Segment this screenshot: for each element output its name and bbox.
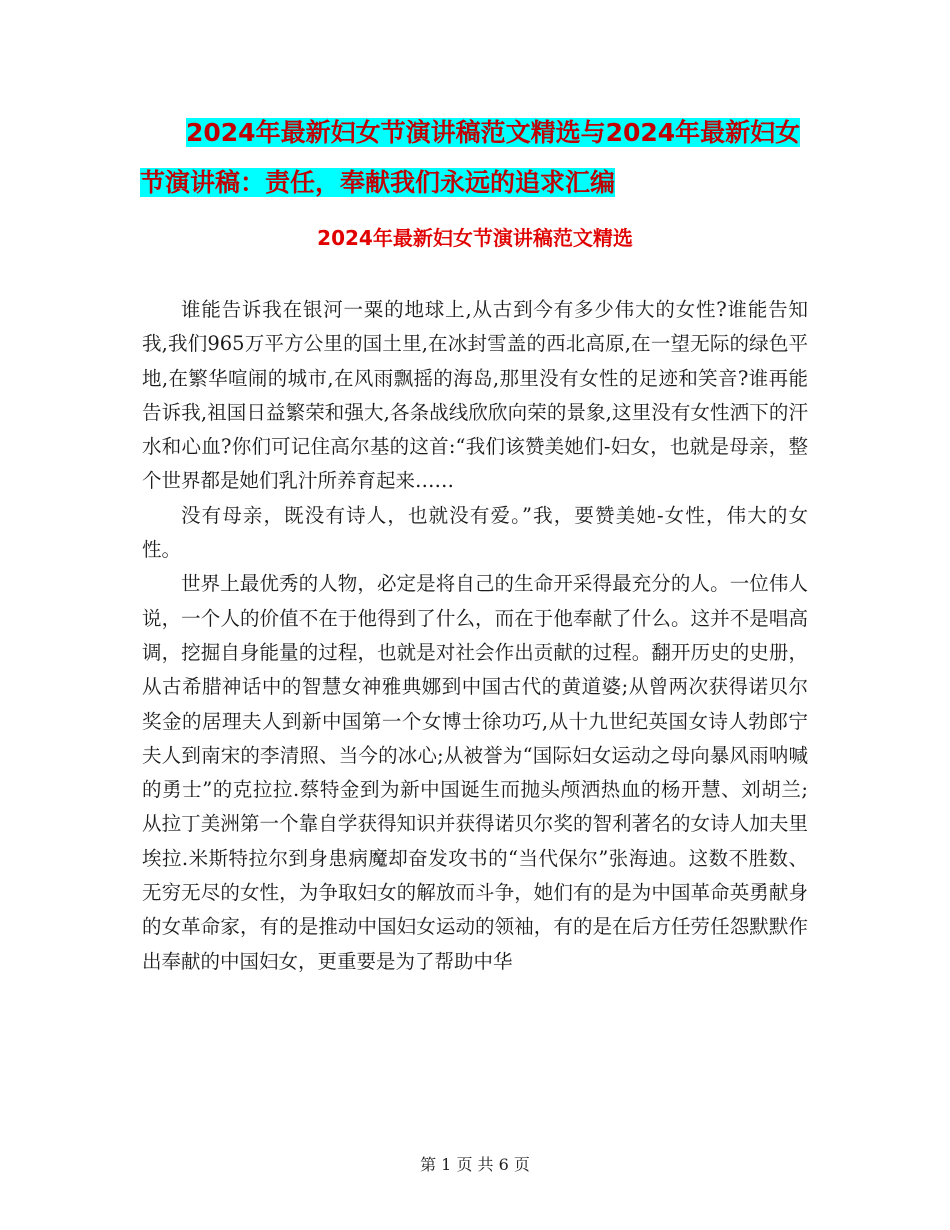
document-title-line-1-text: 2024年最新妇女节演讲稿范文精选与2024年最新妇女 bbox=[186, 118, 801, 147]
document-title-line-2 bbox=[140, 158, 820, 208]
paragraph-3: 世界上最优秀的人物，必定是将自己的生命开采得最充分的人。一位伟人说，一个人的价值不在于他得到了什么，而在于他奉献了什么。这并不是唱高调，挖掘自身能量的过程，也就是对社会作出贡献的过程。翻开历史的史册，从古希腊神话中的智慧女神雅典娜到中国古代的黄道婆;从曾两次获得诺贝尔奖金的居理夫人到新中国第一个女博士徐功巧,从十九世纪英国女诗人勃郎宁夫人到南宋的李清照、当今的冰心;从被誉为“国际妇女运动之母向暴风雨呐喊的勇士”的克拉拉.蔡特金到为新中国诞生而抛头颅洒热血的杨开慧、刘胡兰;从拉丁美洲第一个靠自学获得知识并获得诺贝尔奖的智利著名的女诗人加夫里埃拉.米斯特拉尔到身患病魔却奋发攻书的“当代保尔”张海迪。这数不胜数、无穷无尽的女性，为争取妇女的解放而斗争，她们有的是为中国革命英勇献身的女革命家，有的是推动中国妇女运动的领袖，有的是在后方任劳任怨默默作出奉献的中国妇女，更重要是为了帮助中华 bbox=[142, 572, 808, 973]
document-title-line-2-text: 节演讲稿：责任，奉献我们永远的追求汇编 bbox=[140, 168, 616, 197]
document-title bbox=[140, 108, 820, 208]
paragraph-2: 没有母亲，既没有诗人，也就没有爱。”我，要赞美她-女性，伟大的女性。 bbox=[142, 503, 808, 562]
page-number-footer: 第 1 页 共 6 页 bbox=[420, 1155, 530, 1174]
section-heading: 2024年最新妇女节演讲稿范文精选 bbox=[317, 226, 633, 250]
body-text bbox=[142, 293, 808, 979]
paragraph-1: 谁能告诉我在银河一粟的地球上,从古到今有多少伟大的女性?谁能告知我,我们965万平方公里的国土里,在冰封雪盖的西北高原,在一望无际的绿色平地,在繁华喧闹的城市,在风雨飘摇的海岛,那里没有女性的足迹和笑音?谁再能告诉我,祖国日益繁荣和强大,各条战线欣欣向荣的景象,这里没有女性洒下的汗水和心血?你们可记住高尔基的这首:“我们该赞美她们-妇女，也就是母亲，整个世界都是她们乳汁所养育起来…… bbox=[142, 298, 808, 493]
document-title-line-1 bbox=[140, 108, 820, 158]
